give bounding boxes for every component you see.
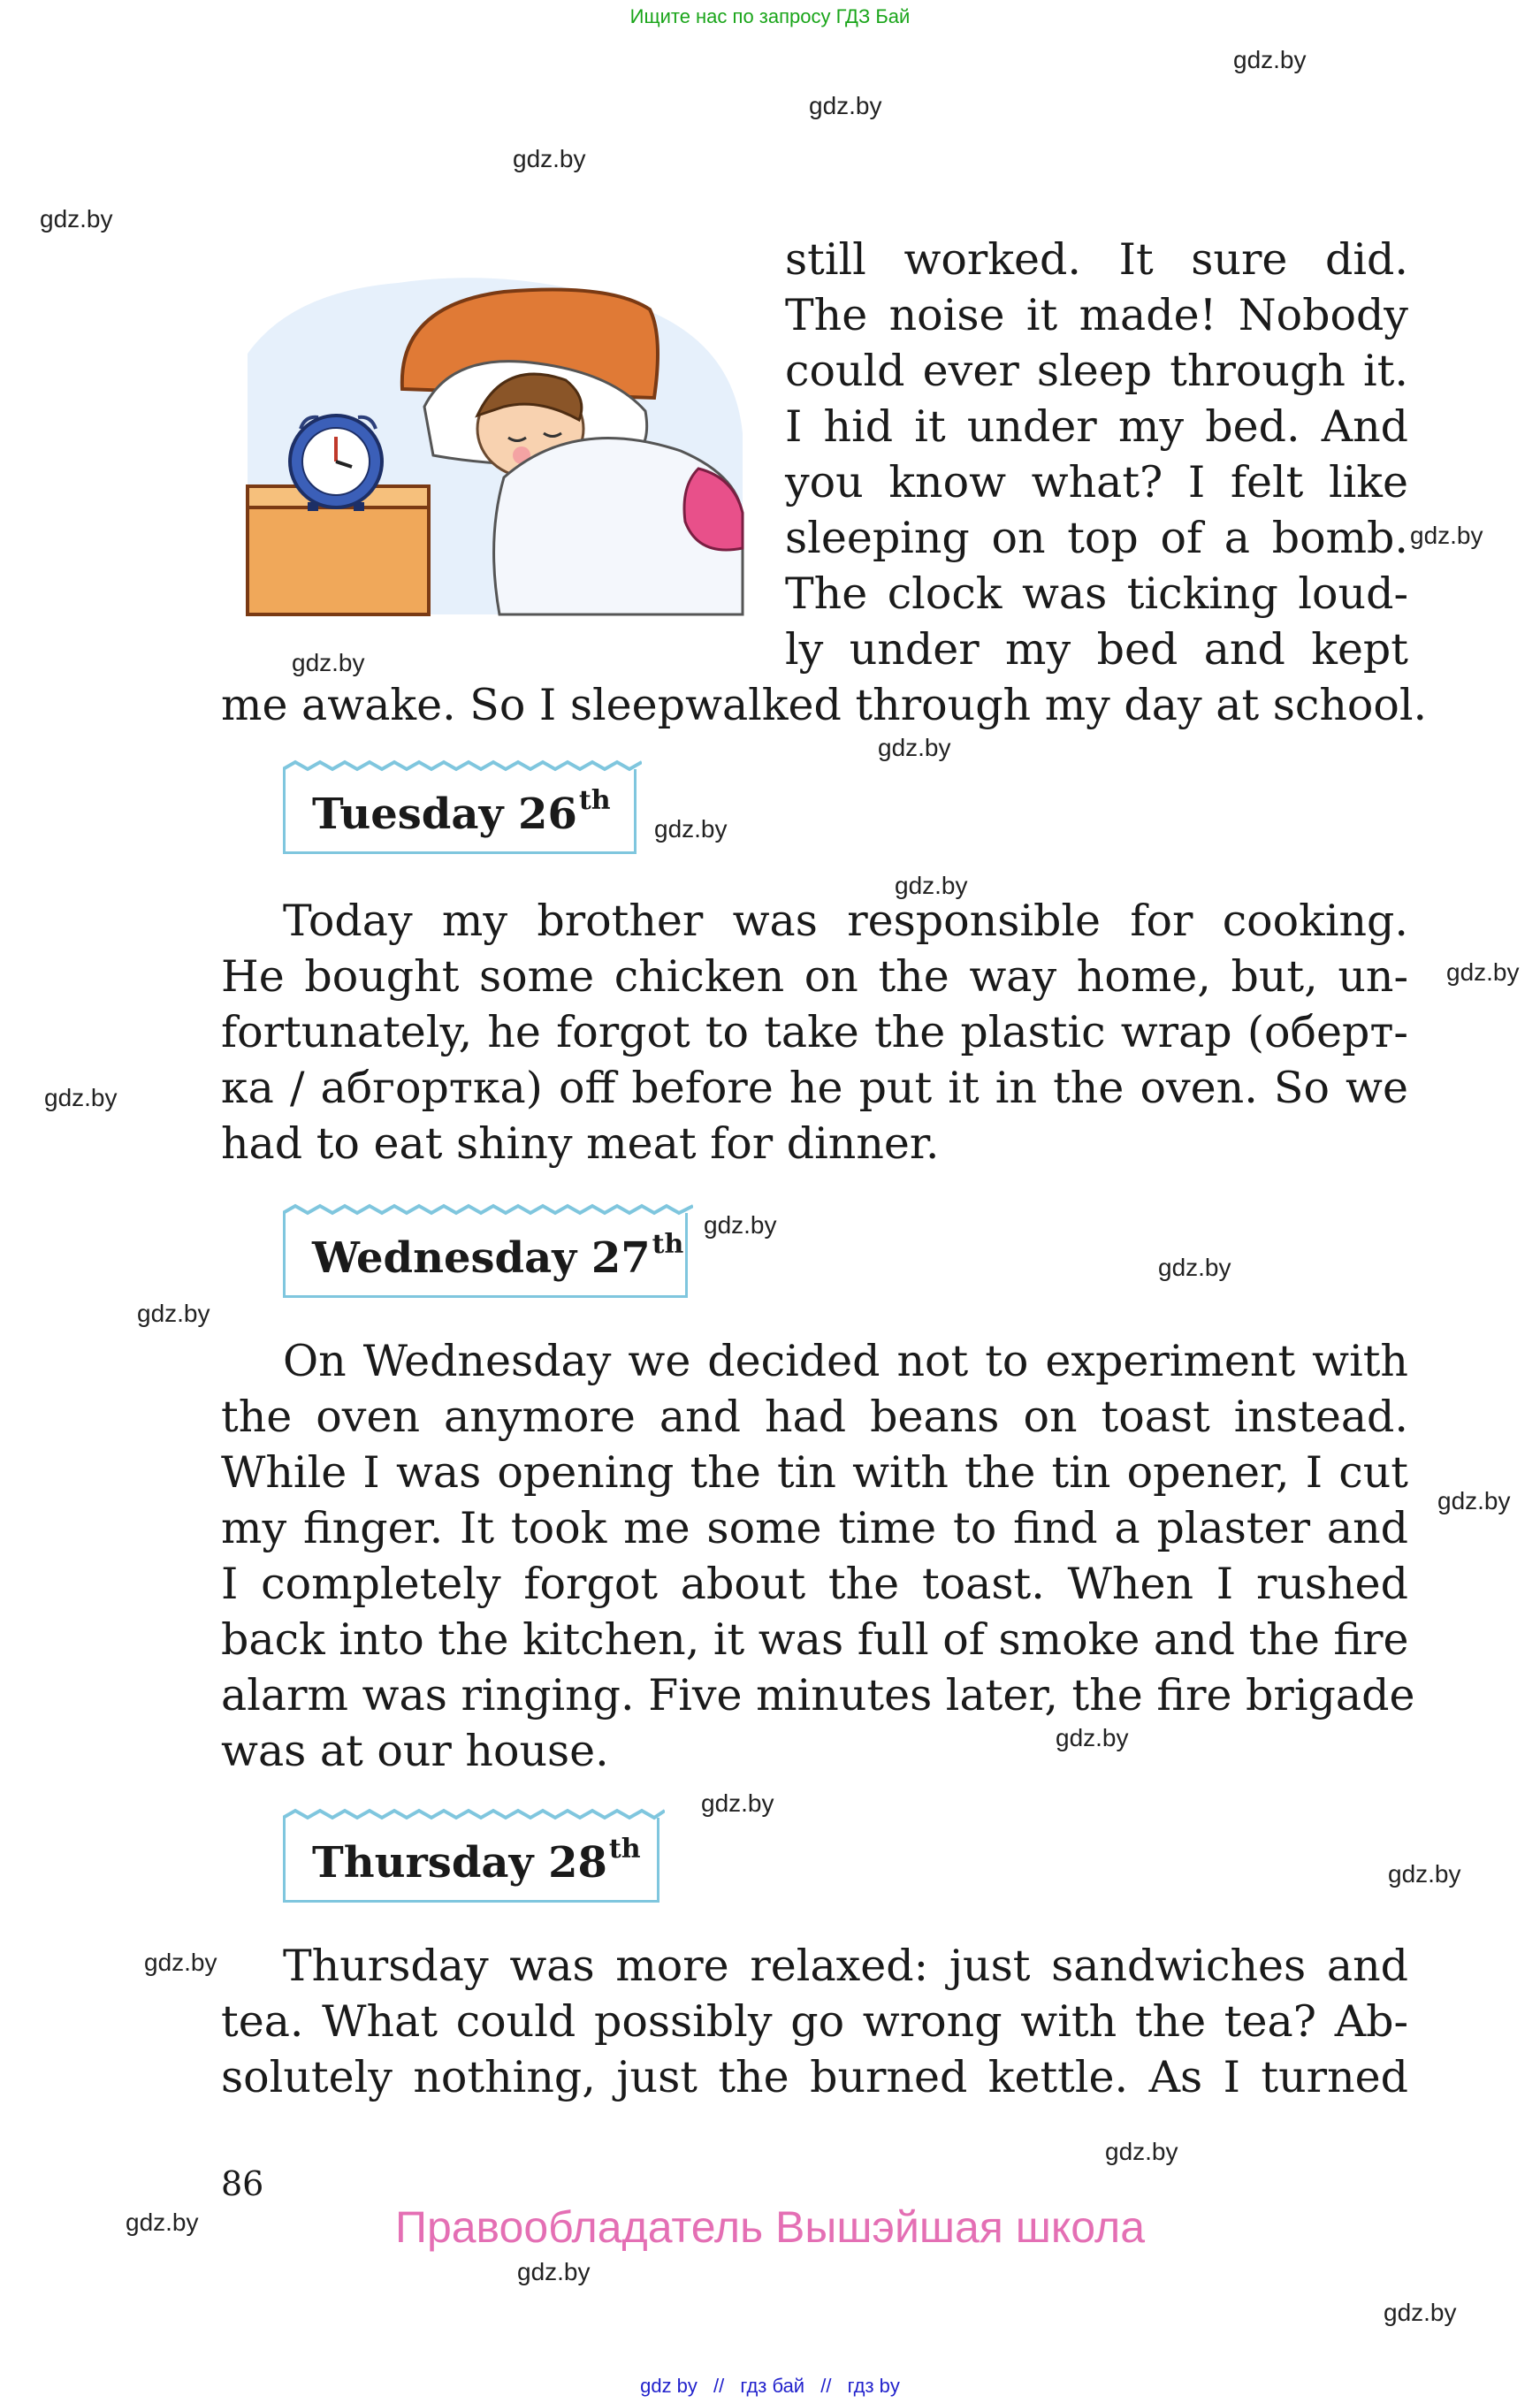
text-line: still worked. It sure did. [785, 234, 1408, 285]
watermark: gdz.by [701, 1789, 774, 1817]
text-line: solutely nothing, just the burned kettle. As I turned [221, 2052, 1408, 2102]
text-line: alarm was ringing. Five minutes later, the fire brigade [221, 1670, 1415, 1720]
paragraph-tuesday [221, 893, 1408, 1171]
watermark: gdz.by [809, 92, 882, 119]
watermark: gdz.by [137, 1300, 210, 1327]
watermark: gdz.by [1384, 2299, 1457, 2326]
paragraph-thursday [221, 1938, 1408, 2105]
text-line: I hid it under my bed. And [785, 401, 1408, 452]
bottom-banner [0, 2375, 1540, 2398]
watermark: gdz.by [1388, 1860, 1461, 1888]
watermark: gdz.by [1233, 46, 1307, 73]
text-line: The noise it made! Nobody [785, 290, 1408, 340]
text-line: my finger. It took me some time to find a plaster and [221, 1503, 1408, 1553]
text-line: could ever sleep through it. [785, 346, 1408, 396]
text-line: ка / абгортка) off before he put it in the oven. So we [221, 1063, 1408, 1113]
text-line: I completely forgot about the toast. When I rushed [221, 1559, 1408, 1609]
section-heading-tuesday [283, 769, 637, 854]
text-line: the oven anymore and had beans on toast instead. [221, 1392, 1408, 1442]
text-line: ly under my bed and kept [785, 624, 1408, 675]
heading-text: Wednesday 27th [312, 1229, 684, 1283]
watermark: gdz.by [1056, 1724, 1129, 1751]
footer-link[interactable]: gdz by [640, 2375, 698, 2397]
heading-text: Thursday 28th [312, 1834, 641, 1888]
watermark: gdz.by [40, 205, 113, 233]
text-line: back into the kitchen, it was full of smoke and the fire [221, 1614, 1409, 1665]
watermark: gdz.by [44, 1084, 118, 1111]
intro-paragraph [785, 232, 1408, 677]
page-number: 86 [221, 2164, 264, 2203]
text-line: On Wednesday we decided not to experiment with [283, 1336, 1408, 1386]
section-heading-wednesday [283, 1213, 688, 1298]
top-banner[interactable]: Ищите нас по запросу ГДЗ Бай [629, 5, 911, 27]
copyright-notice: Правообладатель Вышэйшая школа [395, 2202, 1145, 2252]
watermark: gdz.by [654, 815, 728, 843]
text-line: was at our house. [221, 1726, 609, 1776]
footer-separator: // [820, 2375, 832, 2397]
watermark: gdz.by [878, 734, 951, 761]
footer-link[interactable]: гдз by [847, 2375, 900, 2397]
text-line: had to eat shiny meat for dinner. [221, 1118, 940, 1169]
boy-sleeping-with-alarm-clock-icon [239, 256, 751, 623]
footer-separator: // [713, 2375, 725, 2397]
watermark: gdz.by [292, 649, 365, 676]
watermark: gdz.by [126, 2208, 199, 2236]
text-line: you know what? I felt like [785, 457, 1408, 507]
watermark: gdz.by [704, 1211, 777, 1239]
footer-link[interactable]: гдз бай [740, 2375, 805, 2397]
watermark: gdz.by [1158, 1254, 1231, 1281]
text-line: Thursday was more relaxed: just sandwiches and [283, 1941, 1408, 1991]
text-line: While I was opening the tin with the tin opener, I cut [221, 1447, 1408, 1498]
text-line: sleeping on top of a bomb. [785, 513, 1408, 563]
text-line: Today my brother was responsible for cooking. [283, 896, 1408, 946]
text-line: fortunately, he forgot to take the plastic wrap (оберт- [221, 1007, 1408, 1057]
paragraph-wednesday [221, 1333, 1415, 1779]
section-heading-thursday [283, 1818, 659, 1903]
watermark: gdz.by [1410, 522, 1483, 549]
intro-paragraph-last-line [221, 677, 1428, 733]
watermark: gdz.by [1105, 2138, 1178, 2165]
watermark: gdz.by [513, 145, 586, 172]
watermark: gdz.by [1446, 958, 1520, 986]
text-line: The clock was ticking loud- [785, 568, 1408, 619]
text-line: He bought some chicken on the way home, but, un- [221, 951, 1408, 1002]
text-line: tea. What could possibly go wrong with the tea? Ab- [221, 1996, 1408, 2047]
watermark: gdz.by [517, 2258, 591, 2285]
watermark: gdz.by [895, 872, 968, 899]
watermark: gdz.by [1437, 1487, 1511, 1514]
text-line: me awake. So I sleepwalked through my day at school. [221, 680, 1428, 730]
boy-sleeping-illustration [239, 256, 751, 623]
heading-text: Tuesday 26th [312, 785, 611, 839]
watermark: gdz.by [144, 1949, 217, 1976]
